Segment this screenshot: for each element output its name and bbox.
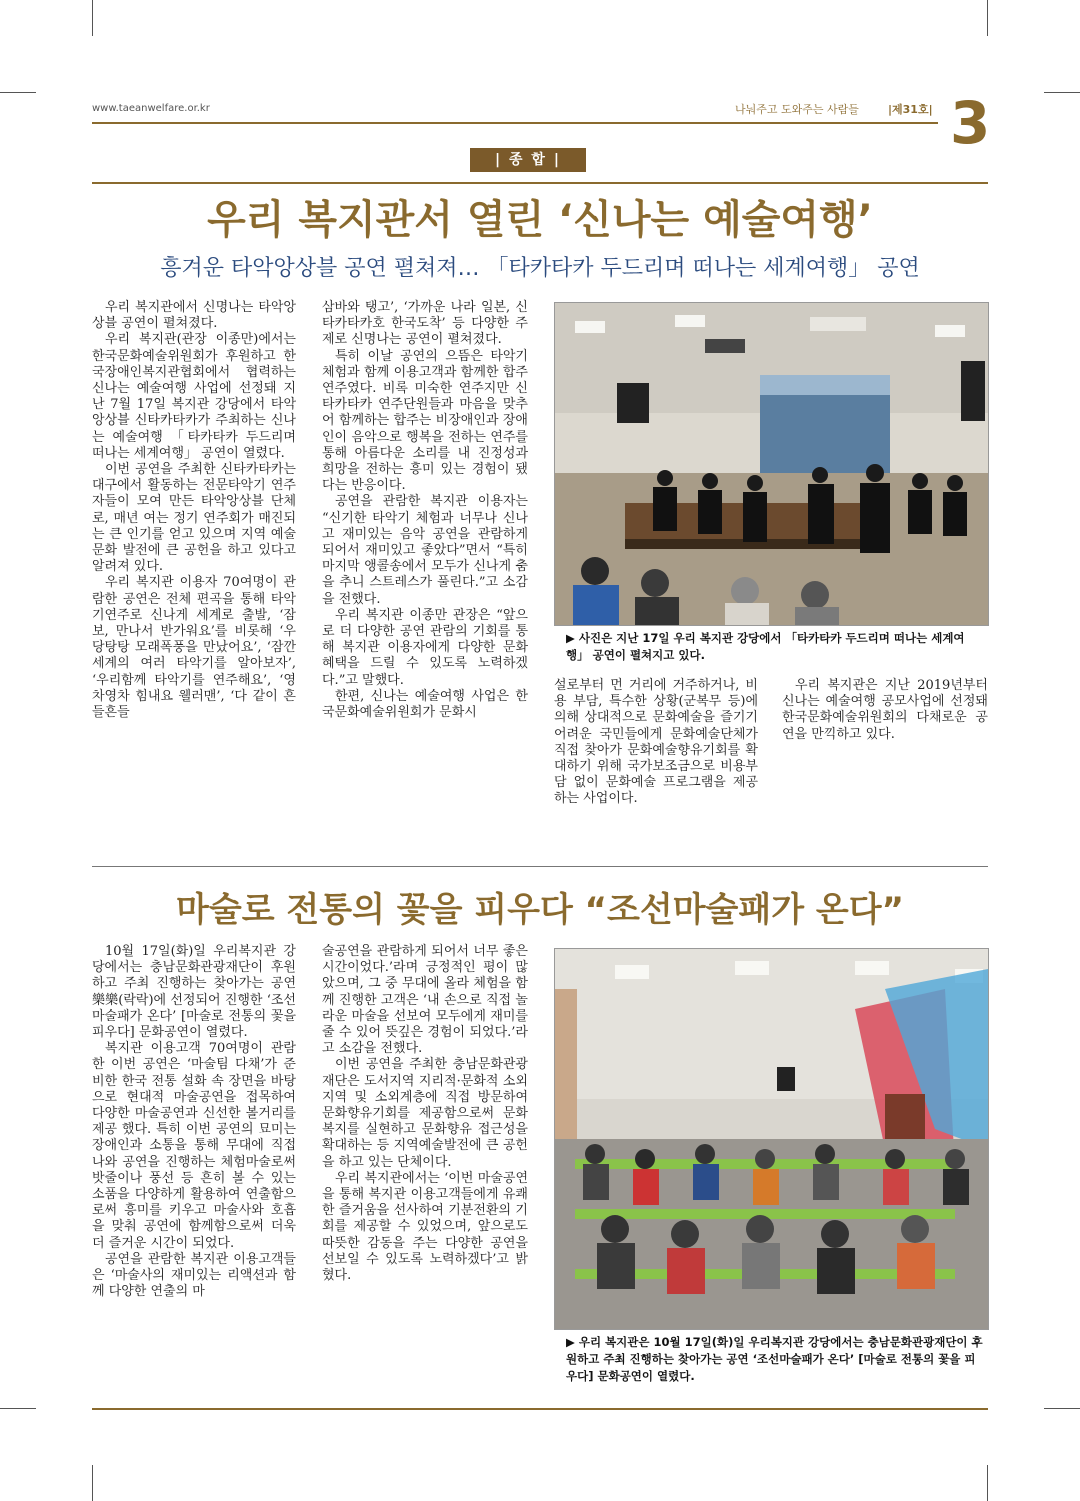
crop-mark bbox=[92, 1465, 93, 1501]
paragraph: 술공연을 관람하게 되어서 너무 좋은 시간이었다.’라며 긍정적인 평이 많았으며, 그 중 무대에 올라 체험을 함께 진행한 고객은 ‘내 손으로 직접 놀라운 마술을 선보여 모두에게 재미를 줄 수 있어 뜻깊은 경험이 되었다.’라고 소감을 전했다. bbox=[322, 944, 528, 1057]
site-url: www.taeanwelfare.or.kr bbox=[92, 103, 210, 114]
concert-photo-illustration bbox=[555, 303, 988, 625]
paragraph: 특히 이날 공연의 으뜸은 타악기 체험과 함께 이용고객과 함께한 합주연주였다. 비록 미숙한 연주지만 신타카타카 연주단원들과 마음을 맞추어 함께하는 합주는 비장애인과 장애인이 음악으로 행복을 전하는 연주를 통해 아름다운 소리를 내 진정성과 희망을 전하는 흥미 있는 경험이 됐다는 반응이다. bbox=[322, 348, 528, 494]
header-rule bbox=[92, 122, 938, 124]
crop-mark bbox=[0, 92, 36, 93]
article1-photo-caption: ▶ 사진은 지난 17일 우리 복지관 강당에서 「타카타카 두드리며 떠나는 세계여행」 공연이 펼쳐지고 있다. bbox=[566, 631, 965, 662]
crop-mark bbox=[1044, 1408, 1080, 1409]
article2-column-1 bbox=[92, 944, 296, 1300]
section-rule bbox=[92, 182, 988, 184]
paragraph: 공연을 관람한 복지관 이용자는 “신기한 타악기 체험과 너무나 신나고 재미있는 음악 공연을 관람하게 되어서 재미있고 좋았다”면서 “특히 마지막 앵콜송에서 모두가 신나게 춤을 추니 스트레스가 풀린다.”고 소감을 전했다. bbox=[322, 494, 528, 607]
crop-mark bbox=[92, 0, 93, 36]
paragraph: 설로부터 먼 거리에 거주하거나, 비용 부담, 특수한 상황(군복무 등)에 의해 상대적으로 문화예술을 즐기기 어려운 국민들에게 문화예술단체가 직접 찾아가 문화예술향유기회를 확대하기 위해 국가보조금으로 비용부담 없이 문화예술 프로그램을 제공하는 사업이다. bbox=[554, 678, 758, 807]
paragraph: 우리 복지관은 지난 2019년부터 신나는 예술여행 공모사업에 선정돼 한국문화예술위원회의 다채로운 공연을 만끽하고 있다. bbox=[782, 678, 988, 742]
paragraph: 삼바와 탱고’, ‘가까운 나라 일본, 신타카타카호 한국도착’ 등 다양한 주제로 신명나는 공연이 펼쳐졌다. bbox=[322, 300, 528, 348]
article1-column-2 bbox=[322, 300, 528, 721]
magic-show-photo bbox=[554, 948, 989, 1330]
crop-mark bbox=[1044, 92, 1080, 93]
crop-mark bbox=[0, 1408, 36, 1409]
paragraph: 10월 17일(화)일 우리복지관 강당에서는 충남문화관광재단이 후원하고 주최 진행하는 찾아가는 공연 樂樂(락락)에 선정되어 진행한 ‘조선마술패가 온다’ [마술로 전통의 꽃을 피우다] 문화공연이 열렸다. bbox=[92, 944, 296, 1041]
paragraph: 이번 공연을 주최한 신타카타카는 대구에서 활동하는 전문타악기 연주자들이 모여 만든 타악앙상블 단체로, 매년 여는 정기 연주회가 매진되는 큰 인기를 얻고 있으며 지역 예술 문화 발전에 큰 공헌을 하고 있다고 알려져 있다. bbox=[92, 462, 296, 575]
article2-photo-caption: ▶ 우리 복지관은 10월 17일(화)일 우리복지관 강당에서는 충남문화관광재단이 후원하고 주최 진행하는 찾아가는 공연 ‘조선마술패가 온다’ [마술로 전통의 꽃을 피우다] 문화공연이 열렸다. bbox=[566, 1335, 983, 1383]
footer-rule bbox=[92, 1408, 988, 1410]
paragraph: 우리 복지관에서 신명나는 타악앙상블 공연이 펼쳐졌다. bbox=[92, 300, 296, 332]
paragraph: 복지관 이용고객 70여명이 관람한 이번 공연은 ‘마술팀 다채’가 준비한 한국 전통 설화 속 장면을 바탕으로 현대적 마술공연을 접목하여 다양한 마술공연과 신선한 볼거리를 제공 했다. 특히 이번 공연의 묘미는 장애인과 소통을 통해 무대에 직접 나와 공연을 진행하는 체험마술로써 밧줄이나 풍선 등 흔히 볼 수 있는 소품을 다양하게 활용하여 연출함으로써 흥미를 키우고 마술사와 호흡을 맞춰 공연에 함께함으로써 더욱더 즐거운 시간이 되었다. bbox=[92, 1041, 296, 1251]
paragraph: 우리 복지관 이용자 70여명이 관람한 공연은 전체 편곡을 통해 타악기연주로 신나게 세계로 출발, ‘잠보, 만나서 반가워요’를 비롯해 ‘우당탕탕 모래폭풍을 만났어요’, ‘잠깐 세계의 여러 타악기를 알아보자’, ‘우리함께 타악기를 연주해요’, ‘영차영차 힘내요 웰러맨’, ‘다 같이 흔들흔들 bbox=[92, 575, 296, 721]
article2-headline: 마술로 전통의 꽃을 피우다 “조선마술패가 온다” bbox=[176, 890, 904, 930]
paragraph: 우리 복지관(관장 이종만)에서는 한국문화예술위원회가 후원하고 한국장애인복지관협회에서 협력하는 신나는 예술여행 사업에 선정돼 지난 7월 17일 복지관 강당에서 타악앙상블 신타카타카가 주최하는 신나는 예술여행 「타카타카 두드리며 떠나는 세계여행」 공연이 열렸다. bbox=[92, 332, 296, 461]
article1-headline: 우리 복지관서 열린 ‘신나는 예술여행’ bbox=[207, 197, 873, 243]
magic-show-photo-illustration bbox=[555, 949, 988, 1329]
paragraph: 한편, 신나는 예술여행 사업은 한국문화예술위원회가 문화시 bbox=[322, 688, 528, 721]
section-tag: | 종 합 | bbox=[470, 148, 586, 172]
article1-column-3 bbox=[554, 678, 758, 808]
article1-column-1 bbox=[92, 300, 296, 721]
article-divider bbox=[92, 866, 988, 867]
article1-column-4 bbox=[782, 678, 988, 743]
page-number: 3 bbox=[950, 89, 991, 157]
article1-subhead: 흥겨운 타악앙상블 공연 펼쳐져… 「타카타카 두드리며 떠나는 세계여행」 공연 bbox=[160, 256, 920, 281]
article2-column-2 bbox=[322, 944, 528, 1284]
crop-mark bbox=[987, 0, 988, 36]
paragraph: 우리 복지관 이종만 관장은 “앞으로 더 다양한 공연 관람의 기회를 통해 복지관 이용자에게 다양한 문화 혜택을 드릴 수 있도록 노력하겠다.”고 말했다. bbox=[322, 607, 528, 688]
concert-photo bbox=[554, 302, 989, 626]
tagline: 나눠주고 도와주는 사람들 bbox=[735, 103, 859, 116]
paragraph: 공연을 관람한 복지관 이용고객들은 ‘마술사의 재미있는 리액션과 함께 다양한 연출의 마 bbox=[92, 1251, 296, 1300]
paragraph: 우리 복지관에서는 ‘이번 마술공연을 통해 복지관 이용고객들에게 유쾌한 즐거움을 선사하여 기분전환의 기회를 제공할 수 있었으며, 앞으로도 따뜻한 감동을 주는 다양한 공연을 선보일 수 있도록 노력하겠다’고 밝혔다. bbox=[322, 1170, 528, 1284]
issue-number: |제31호| bbox=[888, 103, 933, 116]
crop-mark bbox=[987, 1465, 988, 1501]
paragraph: 이번 공연을 주최한 충남문화관광재단은 도서지역 지리적·문화적 소외지역 및 소외계층에 직접 방문하여 문화향유기회를 제공함으로써 문화 복지를 실현하고 문화향유 접근성을 확대하는 등 지역예술발전에 큰 공헌을 하고 있는 단체이다. bbox=[322, 1057, 528, 1170]
